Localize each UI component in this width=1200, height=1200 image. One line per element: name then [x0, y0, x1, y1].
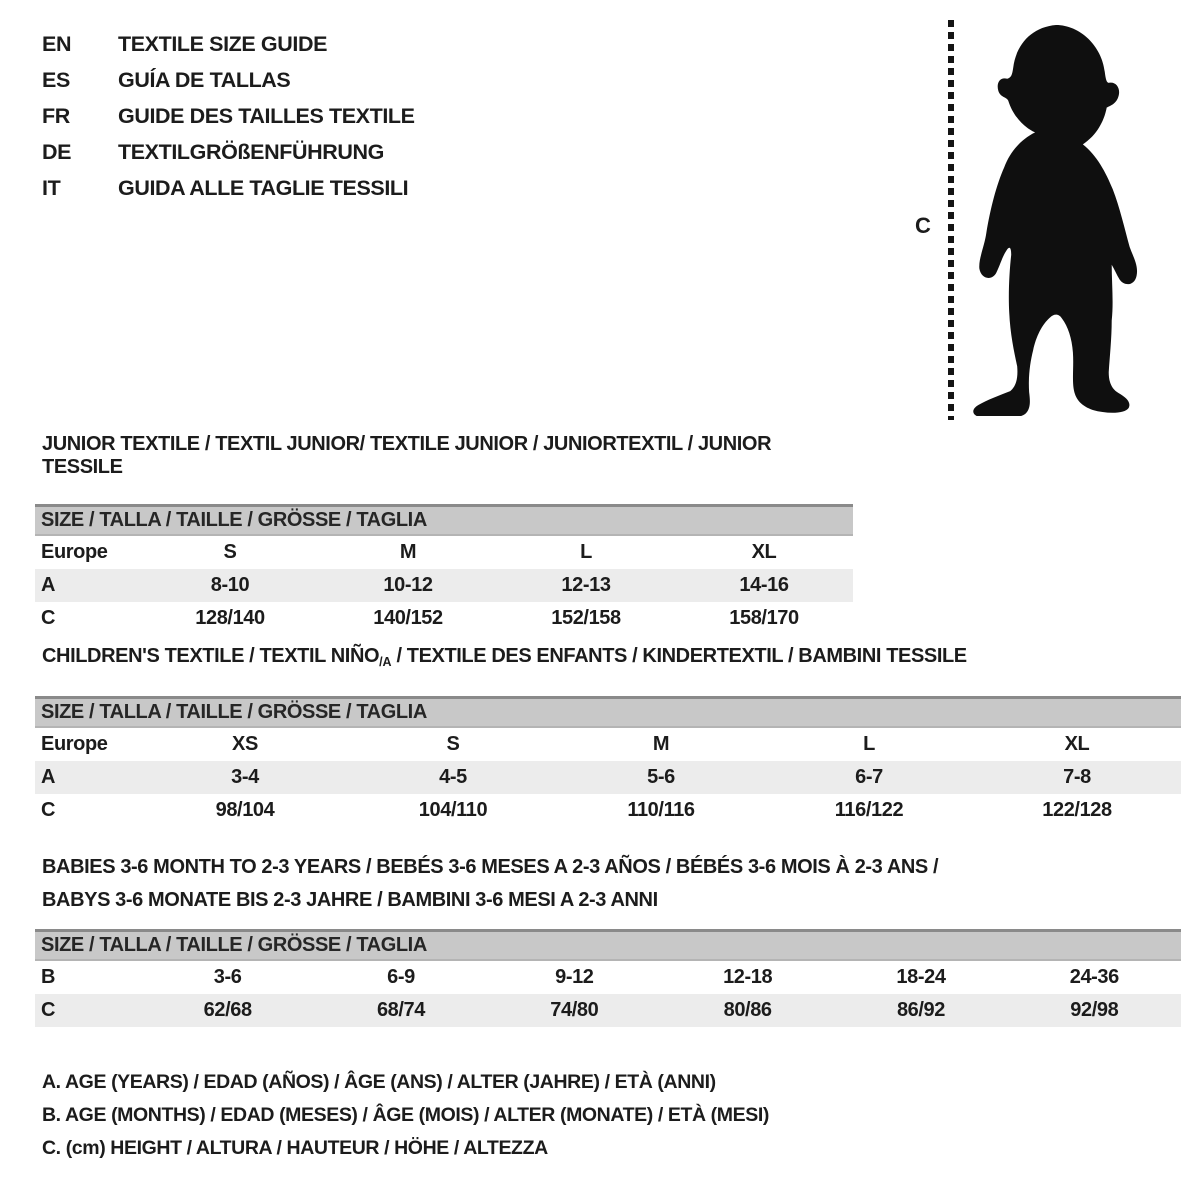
table-cell: XL	[1064, 733, 1090, 755]
table-cell: S	[446, 733, 460, 755]
language-row-it	[42, 170, 415, 206]
junior-size-table	[35, 504, 853, 635]
language-code: FR	[42, 104, 70, 128]
table-body	[35, 961, 1181, 1027]
language-title: GUÍA DE TALLAS	[118, 68, 291, 92]
table-cell: 104/110	[418, 799, 488, 821]
table-cell: L	[580, 541, 592, 563]
language-code: EN	[42, 32, 72, 56]
language-row-es	[42, 62, 415, 98]
table-cell: S	[223, 541, 237, 563]
section-title-text: / TEXTILE DES ENFANTS / KINDERTEXTIL / BAMBINI TESSILE	[391, 645, 967, 667]
legend-line-c: C. (cm) HEIGHT / ALTURA / HAUTEUR / HÖHE / ALTEZZA	[42, 1137, 548, 1159]
table-cell: 152/158	[551, 607, 621, 629]
table-cell: 18-24	[896, 966, 946, 988]
language-row-de	[42, 134, 415, 170]
language-title: TEXTILGRÖßENFÜHRUNG	[118, 140, 384, 164]
table-cell: 98/104	[215, 799, 275, 821]
height-measure-figure	[905, 12, 1157, 422]
language-code: IT	[42, 176, 61, 200]
table-row-europe	[35, 536, 853, 569]
row-label: B	[41, 966, 56, 988]
section-title-line2: BABYS 3-6 MONATE BIS 2-3 JAHRE / BAMBINI 3-6 MESI A 2-3 ANNI	[42, 889, 658, 911]
language-code: ES	[42, 68, 70, 92]
legend-line-b: B. AGE (MONTHS) / EDAD (MESES) / ÂGE (MOIS) / ALTER (MONATE) / ETÀ (MESI)	[42, 1104, 769, 1126]
table-header-band: SIZE / TALLA / TAILLE / GRÖSSE / TAGLIA	[35, 507, 853, 536]
legend	[42, 1066, 769, 1165]
table-row-c	[35, 794, 1181, 827]
table-cell: 7-8	[1063, 766, 1091, 788]
language-row-fr	[42, 98, 415, 134]
language-list	[42, 26, 415, 206]
legend-line-a: A. AGE (YEARS) / EDAD (AÑOS) / ÂGE (ANS) / ALTER (JAHRE) / ETÀ (ANNI)	[42, 1071, 716, 1093]
table-cell: L	[863, 733, 875, 755]
table-cell: 140/152	[373, 607, 443, 629]
table-row-a	[35, 569, 853, 602]
babies-size-table	[35, 929, 1181, 1027]
language-title: GUIDA ALLE TAGLIE TESSILI	[118, 176, 409, 200]
row-label: C	[41, 799, 56, 821]
row-label: A	[41, 574, 56, 596]
table-cell: 5-6	[647, 766, 675, 788]
children-size-table	[35, 696, 1181, 827]
table-header-band: SIZE / TALLA / TAILLE / GRÖSSE / TAGLIA	[35, 699, 1181, 728]
row-label: Europe	[41, 541, 108, 563]
row-label: C	[41, 607, 56, 629]
table-cell: 62/68	[203, 999, 252, 1021]
table-cell: 122/128	[1042, 799, 1112, 821]
table-cell: 6-7	[855, 766, 883, 788]
language-title: TEXTILE SIZE GUIDE	[118, 32, 328, 56]
language-code: DE	[42, 140, 72, 164]
row-label: C	[41, 999, 56, 1021]
table-cell: M	[399, 541, 417, 563]
table-cell: 92/98	[1070, 999, 1119, 1021]
table-cell: 128/140	[195, 607, 265, 629]
table-cell: 80/86	[723, 999, 772, 1021]
table-cell: 10-12	[383, 574, 433, 596]
toddler-silhouette-icon	[963, 18, 1145, 416]
table-cell: 74/80	[550, 999, 599, 1021]
section-title: JUNIOR TEXTILE / TEXTIL JUNIOR/ TEXTILE JUNIOR / JUNIORTEXTIL / JUNIOR TESSILE	[42, 433, 772, 478]
language-title: GUIDE DES TAILLES TEXTILE	[118, 104, 415, 128]
height-c-label: C	[915, 213, 931, 238]
section-title-subscript: /A	[379, 655, 392, 669]
table-row-a	[35, 761, 1181, 794]
row-label: Europe	[41, 733, 108, 755]
table-cell: 12-18	[723, 966, 773, 988]
table-row-c	[35, 602, 853, 635]
table-cell: 3-6	[213, 966, 242, 988]
table-header-band: SIZE / TALLA / TAILLE / GRÖSSE / TAGLIA	[35, 932, 1181, 961]
section-junior-textile	[35, 433, 853, 635]
table-cell: 116/122	[834, 799, 904, 821]
section-title-text: CHILDREN'S TEXTILE / TEXTIL NIÑO	[42, 645, 380, 667]
table-cell: XL	[751, 541, 777, 563]
table-cell: 110/116	[627, 799, 695, 821]
table-cell: 86/92	[896, 999, 945, 1021]
table-cell: 9-12	[555, 966, 594, 988]
table-cell: M	[652, 733, 670, 755]
section-title	[35, 851, 1181, 917]
table-cell: 3-4	[231, 766, 259, 788]
table-cell: 6-9	[387, 966, 415, 988]
table-cell: 68/74	[376, 999, 426, 1021]
table-cell: 12-13	[561, 574, 611, 596]
section-babies-textile	[35, 851, 1181, 1027]
height-dashed-line-icon	[948, 20, 954, 420]
table-body	[35, 536, 853, 635]
table-cell: XS	[232, 733, 258, 755]
table-cell: 158/170	[729, 607, 799, 629]
table-cell: 4-5	[439, 766, 467, 788]
table-cell: 8-10	[210, 574, 250, 596]
language-row-en	[42, 26, 415, 62]
section-children-textile	[35, 645, 1181, 827]
table-row-europe	[35, 728, 1181, 761]
table-row-c	[35, 994, 1181, 1027]
section-title	[35, 645, 1181, 674]
table-body	[35, 728, 1181, 827]
section-title-line1: BABIES 3-6 MONTH TO 2-3 YEARS / BEBÉS 3-6 MESES A 2-3 AÑOS / BÉBÉS 3-6 MOIS À 2-3 ANS /	[42, 856, 939, 878]
table-cell: 24-36	[1069, 966, 1119, 988]
table-cell: 14-16	[739, 574, 789, 596]
table-row-b	[35, 961, 1181, 994]
row-label: A	[41, 766, 56, 788]
